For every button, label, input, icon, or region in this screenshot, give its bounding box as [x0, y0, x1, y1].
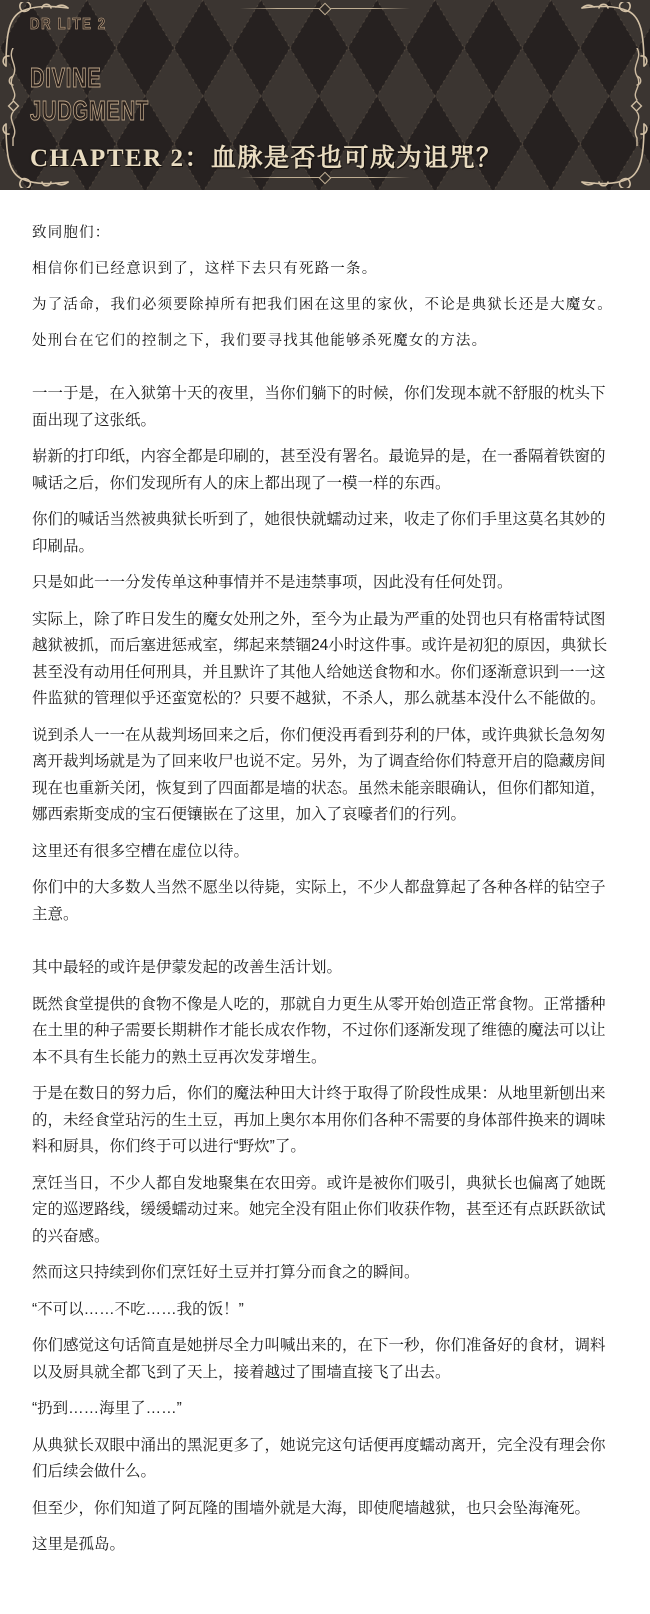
story-paragraph: 崭新的打印纸，内容全都是印刷的，甚至没有署名。最诡异的是，在一番隔着铁窗的喊话之后，你们发现所有人的床上都出现了一模一样的东西。: [32, 448, 606, 492]
story-paragraph: 烹饪当日，不少人都自发地聚集在农田旁。或许是被你们吸引，典狱长也偏离了她既定的巡逻路线，缓缓蠕动过来。她完全没有阻止你们收获作物，甚至还有点跃跃欲试的兴奋感。: [32, 1174, 606, 1245]
story-paragraph: 这里是孤岛。: [32, 1536, 126, 1553]
story-paragraph: 于是在数日的努力后，你们的魔法种田大计终于取得了阶段性成果：从地里新刨出来的，未经食堂玷污的生土豆，再加上奥尔本用你们各种不需要的身体部件换来的调味料和厨具，你们终于可以进行“野炊”了。: [32, 1085, 606, 1155]
story-paragraph: 只是如此一一分发传单这种事情并不是违禁事项，因此没有任何处罚。: [32, 574, 513, 591]
story-paragraph: 你们感觉这句话简直是她拼尽全力叫喊出来的，在下一秒，你们准备好的食材，调料以及厨具就全都飞到了天上，接着越过了围墙直接飞了出去。: [32, 1337, 606, 1381]
chapter-title: CHAPTER 2：血脉是否也可成为诅咒？: [30, 145, 503, 172]
story-paragraph: “不可以……不吃……我的饭！”: [32, 1300, 244, 1318]
bottom-divider-ornament: [240, 177, 410, 178]
story-paragraph: 你们的喊话当然被典狱长听到了，她很快就蠕动过来，收走了你们手里这莫名其妙的印刷品。: [32, 511, 606, 555]
story-paragraph: 其中最轻的或许是伊蒙发起的改善生活计划。: [32, 959, 343, 976]
story-paragraph: 说到杀人一一在从裁判场回来之后，你们便没再看到芬利的尸体，或许典狱长急匆匆离开裁判场就是为了回来收尸也说不定。另外，为了调查给你们特意开启的隐藏房间现在也重新关闭，恢复到了四面都是墙的状态。虽然未能亲眼确认，但你们都知道，娜西索斯变成的宝石便镶嵌在了这里，加入了哀嚎者们的行列。: [32, 726, 606, 823]
brand-label: DR LITE 2: [30, 16, 107, 33]
letter-paragraph: 为了活命，我们必须要除掉所有把我们困在这里的家伙，不论是典狱长还是大魔女。: [32, 297, 613, 313]
story-paragraph: 你们中的大多数人当然不愿坐以待毙，实际上，不少人都盘算起了各种各样的钻空子主意。: [32, 879, 606, 923]
story-body: [0, 190, 650, 1614]
story-paragraph: “扔到……海里了……”: [32, 1400, 182, 1417]
letter-paragraph: 致同胞们：: [32, 225, 111, 241]
chapter-header: [0, 0, 650, 190]
game-title-line2: JUDGMENT: [30, 95, 149, 126]
game-title: [30, 61, 502, 127]
header-text-block: [30, 0, 502, 174]
story-paragraph: 但至少，你们知道了阿瓦隆的围墙外就是大海，即使爬墙越狱，也只会坠海淹死。: [32, 1499, 591, 1517]
story-paragraph: 这里还有很多空槽在虚位以待。: [32, 842, 250, 860]
story-paragraph: 然而这只持续到你们烹饪好土豆并打算分而食之的瞬间。: [32, 1264, 420, 1281]
story-paragraph: 一一于是，在入狱第十天的夜里，当你们躺下的时候，你们发现本就不舒服的枕头下面出现了这张纸。: [32, 385, 606, 429]
letter-paragraph: 相信你们已经意识到了，这样下去只有死路一条。: [32, 261, 378, 277]
letter-paragraph: 处刑台在它们的控制之下，我们要寻找其他能够杀死魔女的方法。: [32, 333, 488, 349]
story-paragraph: 实际上，除了昨日发生的魔女处刑之外，至今为止最为严重的处罚也只有格雷特试图越狱被抓，而后塞进惩戒室，绑起来禁锢24小时这件事。或许是初犯的原因，典狱长甚至没有动用任何刑具，并且默许了其他人给她送食物和水。你们逐渐意识到一一这件监狱的管理似乎还蛮宽松的？只要不越狱，不杀人，那么就基本没什么不能做的。: [32, 610, 608, 707]
game-title-line1: DIVINE: [30, 62, 102, 93]
story-paragraph: 从典狱长双眼中涌出的黑泥更多了，她说完这句话便再度蠕动离开，完全没有理会你们后续会做什么。: [32, 1436, 606, 1480]
story-paragraph: 既然食堂提供的食物不像是人吃的，那就自力更生从零开始创造正常食物。正常播种在土里的种子需要长期耕作才能长成农作物，不过你们逐渐发现了维德的魔法可以让本不具有生长能力的熟土豆再次发芽增生。: [32, 995, 606, 1066]
